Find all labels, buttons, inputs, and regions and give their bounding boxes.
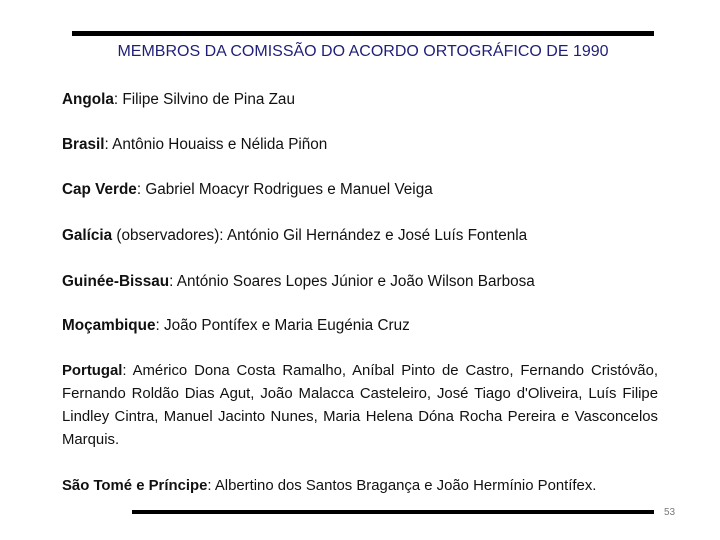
country-name: Moçambique <box>62 317 156 334</box>
member-names: : António Soares Lopes Júnior e João Wilson Barbosa <box>169 273 535 290</box>
member-entry-sao-tome <box>62 475 622 498</box>
member-names: : Albertino dos Santos Bragança e João Hermínio Pontífex. <box>207 478 597 494</box>
country-name: Portugal <box>62 363 123 379</box>
country-name: Angola <box>62 91 114 108</box>
member-names: (observadores): António Gil Hernández e José Luís Fontenla <box>112 227 528 244</box>
member-entry-angola <box>62 88 658 111</box>
country-name: Guinée-Bissau <box>62 273 170 290</box>
member-entry-portugal <box>62 360 658 452</box>
country-name: Cap Verde <box>62 181 137 198</box>
top-rule <box>72 31 654 36</box>
member-names: : Antônio Houaiss e Nélida Piñon <box>104 136 328 153</box>
member-entry-mocambique <box>62 314 658 337</box>
member-names: : Filipe Silvino de Pina Zau <box>113 91 295 108</box>
country-name: Galícia <box>62 227 113 244</box>
bottom-rule <box>132 510 654 514</box>
member-names: : Gabriel Moacyr Rodrigues e Manuel Veiga <box>136 181 433 198</box>
slide-title: MEMBROS DA COMISSÃO DO ACORDO ORTOGRÁFICO DE 1990 <box>117 43 609 60</box>
country-name: São Tomé e Príncipe <box>62 478 208 494</box>
member-entry-brasil <box>62 133 658 156</box>
member-entry-cap-verde <box>62 178 658 201</box>
member-entry-galicia <box>62 224 658 247</box>
country-name: Brasil <box>62 136 105 153</box>
member-entry-guinee-bissau <box>62 270 658 293</box>
member-names: : João Pontífex e Maria Eugénia Cruz <box>155 317 410 334</box>
member-names: : Américo Dona Costa Ramalho, Aníbal Pinto de Castro, Fernando Cristóvão, Fernando Roldão Dias Agut, João Malacca Casteleiro, José Tiago d'Oliveira, Luís Filipe Lindley Cintra, Manuel Jacinto Nunes, Maria Helena Dóna Rocha Pereira e Vasconcelos Marquis. <box>62 363 658 448</box>
page-number: 53 <box>664 507 676 518</box>
